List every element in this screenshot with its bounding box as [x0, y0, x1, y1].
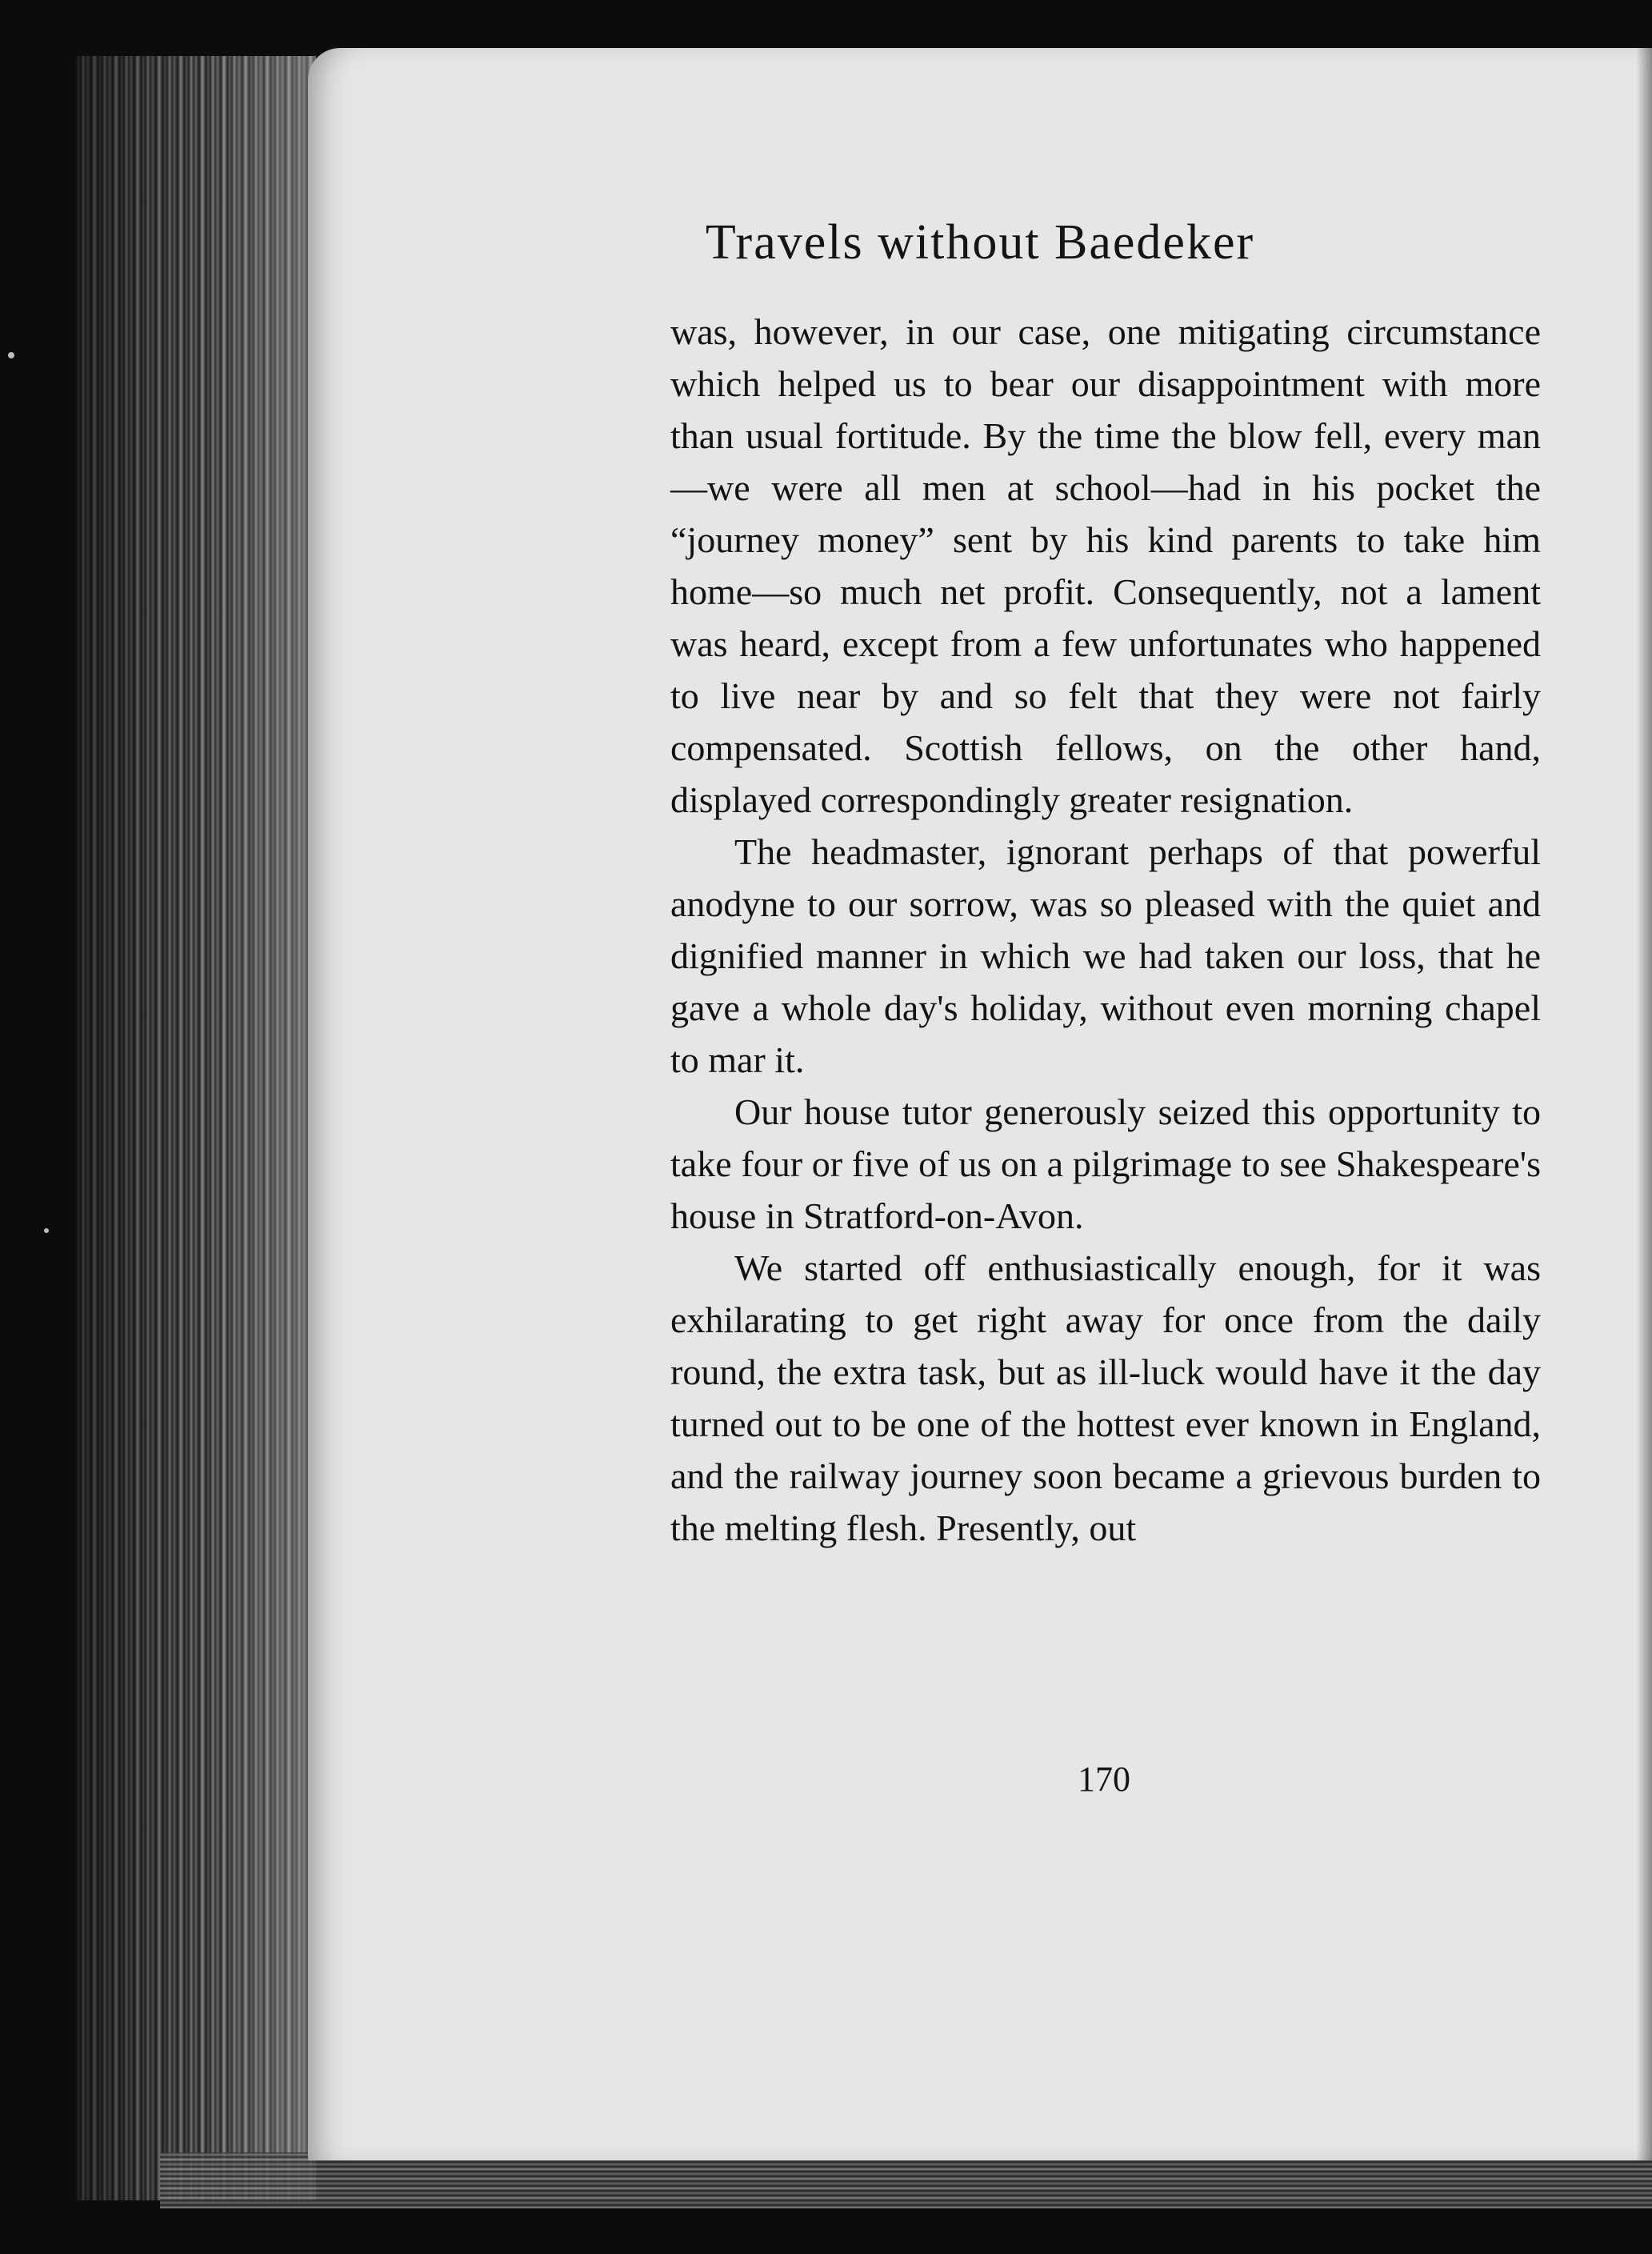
- page-number: 170: [1078, 1760, 1130, 1799]
- bottom-page-edges: [160, 2152, 1652, 2208]
- dust-speck: [8, 352, 14, 358]
- body-text: [670, 306, 1541, 1554]
- paragraph: Our house tutor generously seized this opportunity to take four or five of us on a pilgrimage to see Shakespeare's house in Stratford-on-Avon.: [670, 1091, 1541, 1236]
- page-edge-stack: [76, 56, 316, 2200]
- dust-speck: [44, 1228, 49, 1233]
- paragraph: was, however, in our case, one mitigating circumstance which helped us to bear our disappointment with more than usual fortitude. By the time the blow fell, every man—we were all men at school—had in his pocket the “journey money” sent by his kind parents to take him home—so much net profit. Consequently, not a lament was heard, except from a few unfortunates who happened to live near by and so felt that they were not fairly compensated. Scottish fellows, on the other hand, displayed correspondingly greater resignation.: [670, 311, 1541, 820]
- paragraph: We started off enthusiastically enough, for it was exhilarating to get right away for once from the daily round, the extra task, but as ill-luck would have it the day turned out to be one of the hottest ever known in England, and the railway journey soon became a grievous burden to the melting flesh. Presently, out: [670, 1247, 1541, 1548]
- running-head: Travels without Baedeker: [705, 215, 1255, 270]
- page-shadow-right: [1636, 48, 1652, 2160]
- paragraph: The headmaster, ignorant perhaps of that powerful anodyne to our sorrow, was so pleased with the quiet and dignified manner in which we had taken our loss, that he gave a whole day's holiday, without even morning chapel to mar it.: [670, 831, 1541, 1080]
